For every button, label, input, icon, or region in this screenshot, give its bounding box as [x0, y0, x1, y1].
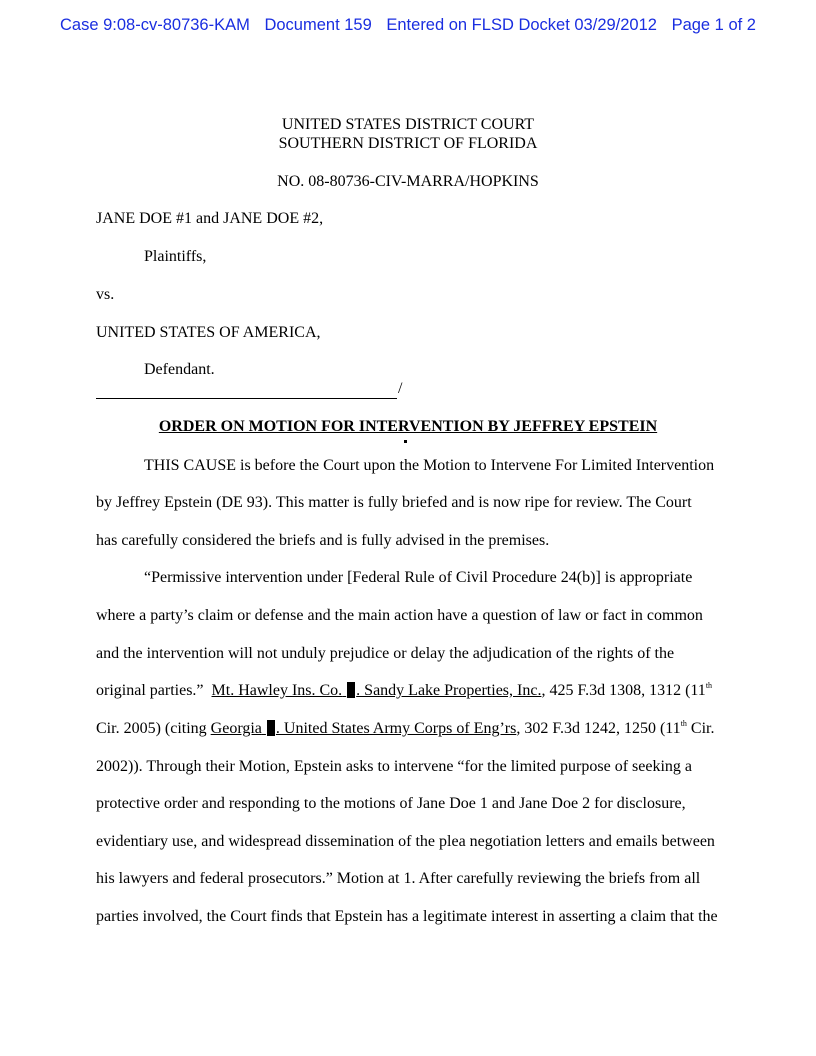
- body-line: “Permissive intervention under [Federal Rule of Civil Procedure 24(b)] is appropriate: [144, 569, 693, 586]
- page-number-header: Page 1 of 2: [671, 16, 756, 34]
- case-citation: [212, 682, 542, 699]
- body-line: where a party’s claim or defense and the main action have a question of law or fact in common: [96, 607, 703, 624]
- body-line: and the intervention will not unduly prejudice or delay the adjudication of the rights of the: [96, 645, 675, 662]
- body-line: by Jeffrey Epstein (DE 93). This matter is fully briefed and is now ripe for review. The Court: [96, 494, 692, 511]
- citation-part: Georgia: [210, 720, 262, 737]
- case-citation: [211, 720, 517, 737]
- citation-part: Mt. Hawley Ins. Co.: [211, 682, 343, 699]
- text-segment: , 425 F.3d 1308, 1312 (11: [541, 682, 706, 699]
- citation-part: . United States Army Corps of Eng’rs: [275, 720, 517, 737]
- document-number-header: Document 159: [264, 16, 372, 34]
- superscript: th: [705, 681, 713, 690]
- defendant-name: UNITED STATES OF AMERICA,: [96, 324, 321, 341]
- docket-header: [0, 16, 816, 35]
- text-segment: Cir.: [686, 720, 715, 737]
- text-segment: Cir. 2005) (citing: [96, 720, 211, 737]
- redaction-block: [267, 720, 275, 736]
- body-line: [96, 720, 714, 738]
- caption-slash: /: [398, 380, 403, 397]
- text-segment: original parties.”: [96, 682, 212, 699]
- case-number-header: Case 9:08-cv-80736-KAM: [60, 16, 250, 34]
- text-segment: , 302 F.3d 1242, 1250 (11: [516, 720, 681, 737]
- court-name: UNITED STATES DISTRICT COURT: [281, 116, 535, 133]
- superscript: th: [680, 719, 687, 728]
- body-line: THIS CAUSE is before the Court upon the Motion to Intervene For Limited Intervention: [144, 457, 715, 474]
- plaintiffs-label: Plaintiffs,: [144, 248, 207, 265]
- body-line: 2002)). Through their Motion, Epstein asks to intervene “for the limited purpose of seeking a: [96, 758, 693, 775]
- versus: vs.: [96, 286, 115, 303]
- defendant-label: Defendant.: [144, 361, 215, 378]
- body-line: [96, 682, 712, 700]
- body-line: his lawyers and federal prosecutors.” Motion at 1. After carefully reviewing the briefs from all: [96, 870, 701, 887]
- citation-part: . Sandy Lake Properties, Inc.: [356, 682, 542, 699]
- body-line: protective order and responding to the motions of Jane Doe 1 and Jane Doe 2 for disclosure,: [96, 795, 686, 812]
- body-line: parties involved, the Court finds that Epstein has a legitimate interest in asserting a claim that the: [96, 908, 718, 925]
- body-line: has carefully considered the briefs and is fully advised in the premises.: [96, 532, 550, 549]
- caption-rule: [96, 398, 397, 399]
- court-district: SOUTHERN DISTRICT OF FLORIDA: [278, 135, 538, 152]
- plaintiffs-name: JANE DOE #1 and JANE DOE #2,: [96, 210, 324, 227]
- order-title: ORDER ON MOTION FOR INTERVENTION BY JEFFREY EPSTEIN: [158, 418, 658, 435]
- redaction-block: [347, 682, 355, 698]
- case-number: NO. 08-80736-CIV-MARRA/HOPKINS: [277, 173, 539, 190]
- entered-docket-header: Entered on FLSD Docket 03/29/2012: [386, 16, 657, 34]
- title-mark: [404, 440, 407, 443]
- body-line: evidentiary use, and widespread dissemination of the plea negotiation letters and emails between: [96, 833, 715, 850]
